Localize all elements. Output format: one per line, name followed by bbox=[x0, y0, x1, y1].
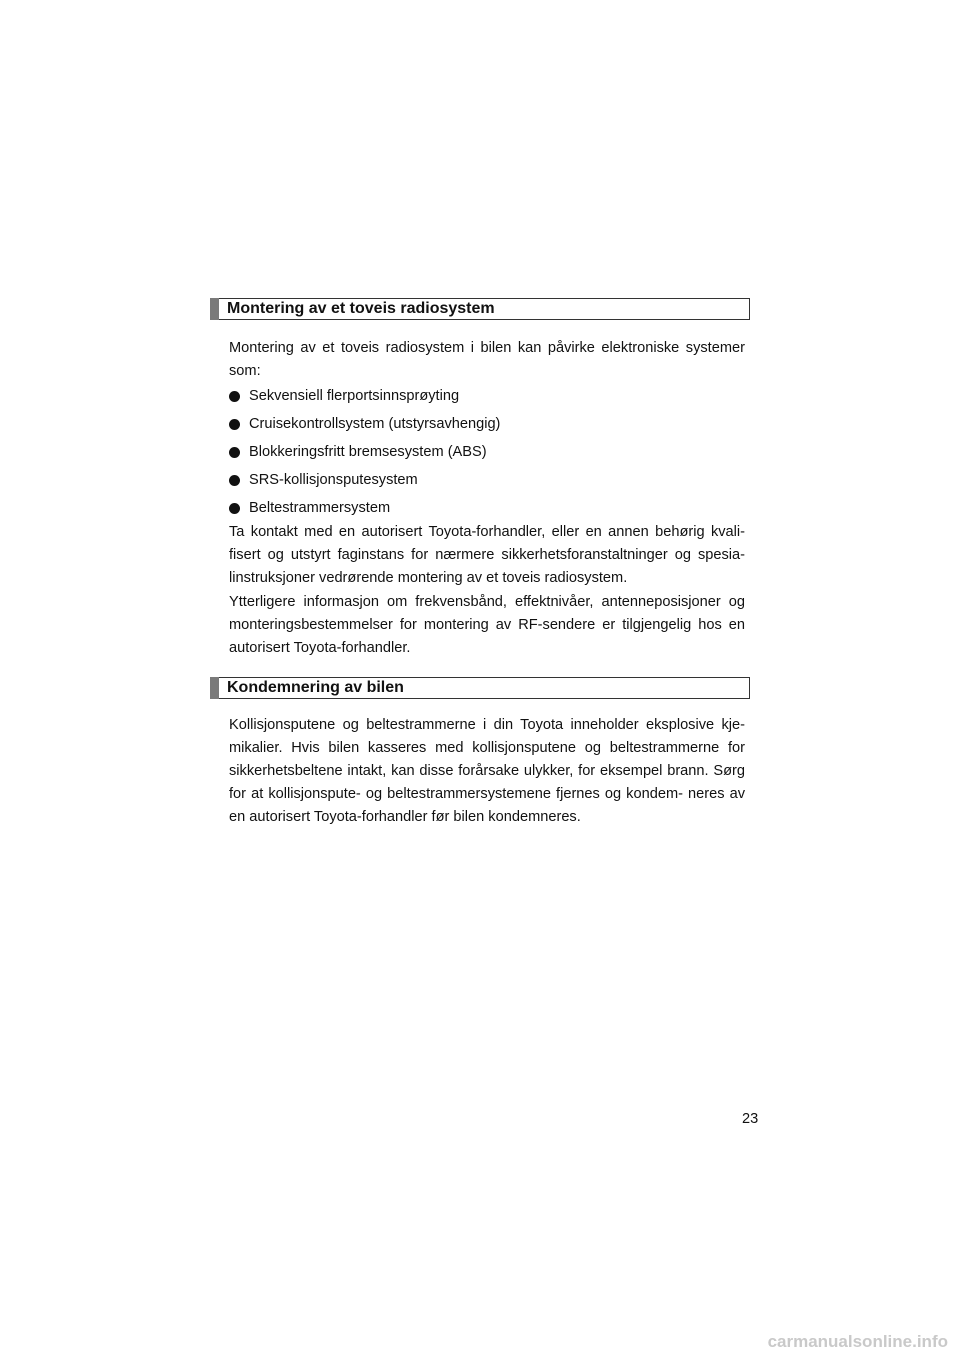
list-item-text: SRS-kollisjonsputesystem bbox=[249, 472, 418, 488]
info-paragraph: Ytterligere informasjon om frekvensbånd, effektnivåer, antenneposisjoner og monteringsbestemmelser for montering av RF-sendere er tilgjengelig hos en autorisert Toyota-forhandler. bbox=[229, 594, 745, 656]
list-item bbox=[229, 410, 745, 438]
bullet-dot-icon bbox=[229, 447, 240, 458]
list-item-text: Sekvensiell flerportsinnsprøyting bbox=[249, 388, 460, 404]
bullet-dot-icon bbox=[229, 503, 240, 514]
list-item bbox=[229, 438, 745, 466]
bullet-dot-icon bbox=[229, 391, 240, 402]
contact-paragraph: Ta kontakt med en autorisert Toyota-forhandler, eller en annen behørig kvali- fisert og utstyrt faginstans for nærmere sikkerhetsforanstaltninger og spesia- linstruksjoner vedrørende montering av et toveis radiosystem. bbox=[229, 524, 745, 586]
watermark-logo: carmanualsonline.info bbox=[767, 1332, 948, 1351]
list-item-text: Beltestrammersystem bbox=[249, 500, 391, 516]
list-item bbox=[229, 382, 745, 410]
page-number: 23 bbox=[742, 1111, 759, 1127]
section-header-bar bbox=[210, 298, 219, 320]
list-item bbox=[229, 466, 745, 494]
list-item bbox=[229, 494, 745, 522]
list-item-text: Cruisekontrollsystem (utstyrsavhengig) bbox=[249, 416, 501, 432]
section-title-kondemnering: Kondemnering av bilen bbox=[227, 679, 404, 696]
section-header-bar bbox=[210, 677, 219, 699]
bullet-dot-icon bbox=[229, 419, 240, 430]
kondemnering-paragraph: Kollisjonsputene og beltestrammerne i din Toyota inneholder eksplosive kje- mikalier. Hvis bilen kasseres med kollisjonsputene og beltestrammerne for sikkerhetsbeltene intakt, kan disse forårsake ulykker, for eksempel brann. Sørg for at kollisjonspute- og beltestrammersystemene fjernes og kondem- neres av en autorisert Toyota-forhandler før bilen kondemneres. bbox=[229, 717, 745, 825]
bullet-list bbox=[229, 382, 745, 522]
list-item-text: Blokkeringsfritt bremsesystem (ABS) bbox=[249, 444, 487, 460]
bullet-dot-icon bbox=[229, 475, 240, 486]
section-header-kondemnering bbox=[210, 677, 750, 699]
section-title-radiosystem: Montering av et toveis radiosystem bbox=[227, 300, 495, 317]
intro-paragraph: Montering av et toveis radiosystem i bilen kan påvirke elektroniske systemer som: bbox=[229, 340, 745, 379]
section-header-radiosystem bbox=[210, 298, 750, 320]
